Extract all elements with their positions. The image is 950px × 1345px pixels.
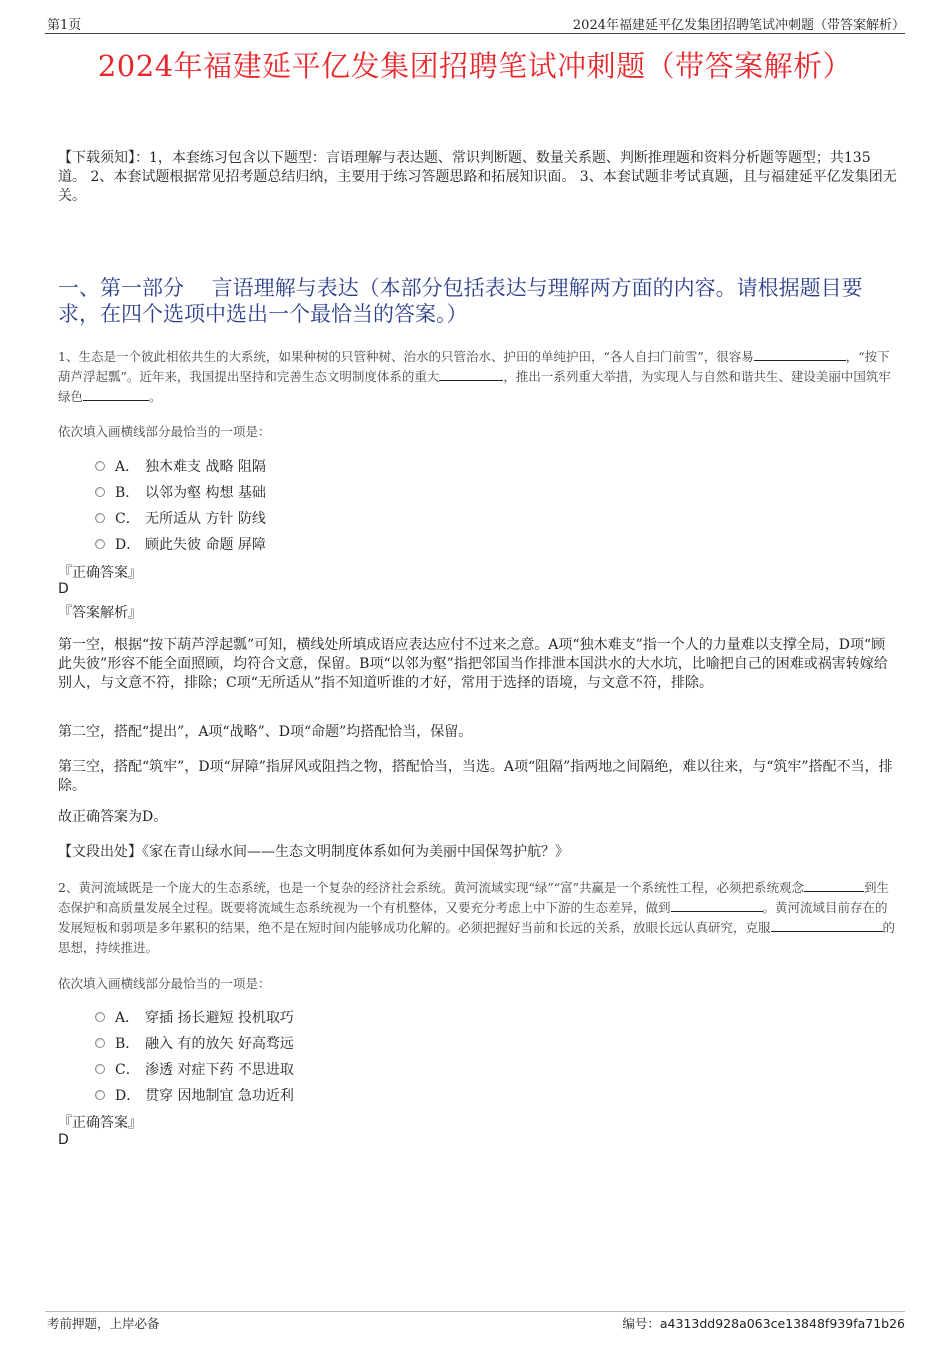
analysis-paragraph: 第三空，搭配“筑牢”，D项“屏障”指屏风或阻挡之物，搭配恰当，当选。A项“阻隔”指两地之间隔绝，难以往来，与“筑牢”搭配不当，排除。: [58, 759, 893, 794]
answer-blank: [671, 899, 763, 912]
answer-blank: [804, 879, 864, 892]
answer-blank: [83, 388, 149, 401]
question-2-option-b[interactable]: [95, 1033, 294, 1053]
radio-icon[interactable]: [95, 487, 105, 497]
question-1-option-b[interactable]: [95, 482, 266, 502]
question-1-text-part: ，推出一系列重大举措，为实现人与自然和谐共生、建设美丽中国筑牢绿色: [58, 369, 891, 404]
correct-answer-value: D: [58, 1132, 69, 1148]
option-text: 独木难支 战略 阻隔: [145, 459, 266, 475]
analysis-label: 『答案解析』: [58, 605, 142, 621]
option-letter: B．: [115, 1036, 140, 1052]
option-text: 渗透 对症下药 不思进取: [145, 1062, 294, 1078]
page-number: 第1页: [47, 18, 82, 33]
radio-icon[interactable]: [95, 461, 105, 471]
radio-icon[interactable]: [95, 1064, 105, 1074]
question-2-text-part: 2、黄河流域既是一个庞大的生态系统，也是一个复杂的经济社会系统。黄河流域实现“绿”“富”共赢是一个系统性工程，必须把系统观念: [58, 880, 805, 895]
correct-answer-value: D: [58, 581, 69, 597]
document-id: [622, 1314, 905, 1332]
correct-answer-label: 『正确答案』: [58, 1115, 142, 1131]
answer-blank: [771, 919, 883, 932]
question-1-text-part: ，“按下葫芦浮起瓢”。近年来，我国提出坚持和完善生态文明制度体系的重大: [58, 349, 890, 384]
option-text: 融入 有的放矢 好高骛远: [145, 1036, 294, 1052]
analysis-paragraph: 第二空，搭配“提出”，A项“战略”、D项“命题”均搭配恰当，保留。: [58, 724, 473, 740]
option-letter: B．: [115, 485, 140, 501]
document-id-code: a4313dd928a063ce13848f939fa71b26: [659, 1316, 905, 1331]
running-header-title: 2024年福建延平亿发集团招聘笔试冲刺题（带答案解析）: [572, 18, 905, 33]
question-1-instruction: 依次填入画横线部分最恰当的一项是：: [58, 424, 271, 439]
question-1-text-part: 。: [149, 389, 162, 404]
option-text: 贯穿 因地制宜 急功近利: [145, 1088, 294, 1104]
question-2-instruction: 依次填入画横线部分最恰当的一项是：: [58, 976, 271, 991]
answer-blank: [439, 368, 503, 381]
question-1-text: [58, 347, 898, 407]
option-letter: C．: [115, 1062, 140, 1078]
option-letter: D．: [115, 537, 141, 553]
question-2-text-part: 。黄河流域目前存在的发展短板和弱项是多年累积的结果，绝不是在短时间内能够成功化解的。必须把握好当前和长远的关系，放眼长远认真研究，克服: [58, 900, 888, 935]
radio-icon[interactable]: [95, 1090, 105, 1100]
answer-blank: [754, 348, 846, 361]
question-2-text-part: 的思想，持续推进。: [58, 920, 896, 955]
question-2-text-part: 到生态保护和高质量发展全过程。既要将流域生态系统视为一个有机整体，又要充分考虑上中下游的生态差异，做到: [58, 880, 890, 915]
radio-icon[interactable]: [95, 1012, 105, 1022]
option-text: 无所适从 方针 防线: [145, 511, 266, 527]
download-notice: 【下载须知】：1，本套练习包含以下题型：言语理解与表达题、常识判断题、数量关系题、判断推理题和资料分析题等题型；共135道。 2、本套试题根据常见招考题总结归纳，主要用于练习答题思路和拓展知识面。 3、本套试题非考试真题，且与福建延平亿发集团无关。: [58, 150, 897, 204]
question-2-option-d[interactable]: [95, 1085, 294, 1105]
source-citation: 【文段出处】《家在青山绿水间——生态文明制度体系如何为美丽中国保驾护航？》: [58, 844, 569, 860]
question-1-text-part: 1、生态是一个彼此相依共生的大系统，如果种树的只管种树、治水的只管治水、护田的单纯护田，“各人自扫门前雪”，很容易: [58, 349, 754, 364]
option-letter: A．: [115, 459, 140, 475]
question-2-option-c[interactable]: [95, 1059, 294, 1079]
analysis-paragraph: 第一空，根据“按下葫芦浮起瓢”可知，横线处所填成语应表达应付不过来之意。A项“独木难支”指一个人的力量难以支撑全局，D项“顾此失彼”形容不能全面照顾，均符合文意，保留。B项“以邻为壑”指把邻国当作排泄本国洪水的大水坑，比喻把自己的困难或祸害转嫁给别人，与文意不符，排除；C项“无所适从”指不知道听谁的才好，常用于选择的语境，与文意不符，排除。: [58, 637, 888, 691]
radio-icon[interactable]: [95, 513, 105, 523]
option-letter: D．: [115, 1088, 141, 1104]
option-letter: C．: [115, 511, 140, 527]
option-text: 以邻为壑 构想 基础: [145, 485, 266, 501]
radio-icon[interactable]: [95, 539, 105, 549]
question-2-text: [58, 878, 898, 958]
document-id-label: 编号：: [622, 1316, 660, 1331]
correct-answer-label: 『正确答案』: [58, 565, 142, 581]
option-text: 穿插 扬长避短 投机取巧: [145, 1010, 294, 1026]
question-1-option-d[interactable]: [95, 534, 266, 554]
header-divider: [45, 33, 905, 34]
document-title: 2024年福建延平亿发集团招聘笔试冲刺题（带答案解析）: [97, 49, 853, 83]
question-2-option-a[interactable]: [95, 1007, 294, 1027]
option-text: 顾此失彼 命题 屏障: [145, 537, 266, 553]
footer-slogan: 考前押题，上岸必备: [47, 1316, 160, 1331]
question-1-option-c[interactable]: [95, 508, 266, 528]
radio-icon[interactable]: [95, 1038, 105, 1048]
section-title: 一、第一部分 言语理解与表达（本部分包括表达与理解两方面的内容。请根据题目要求，在四个选项中选出一个最恰当的答案。）: [58, 276, 863, 326]
option-letter: A．: [115, 1010, 140, 1026]
question-1-option-a[interactable]: [95, 456, 266, 476]
analysis-conclusion: 故正确答案为D。: [58, 809, 168, 825]
footer-divider: [45, 1311, 905, 1312]
